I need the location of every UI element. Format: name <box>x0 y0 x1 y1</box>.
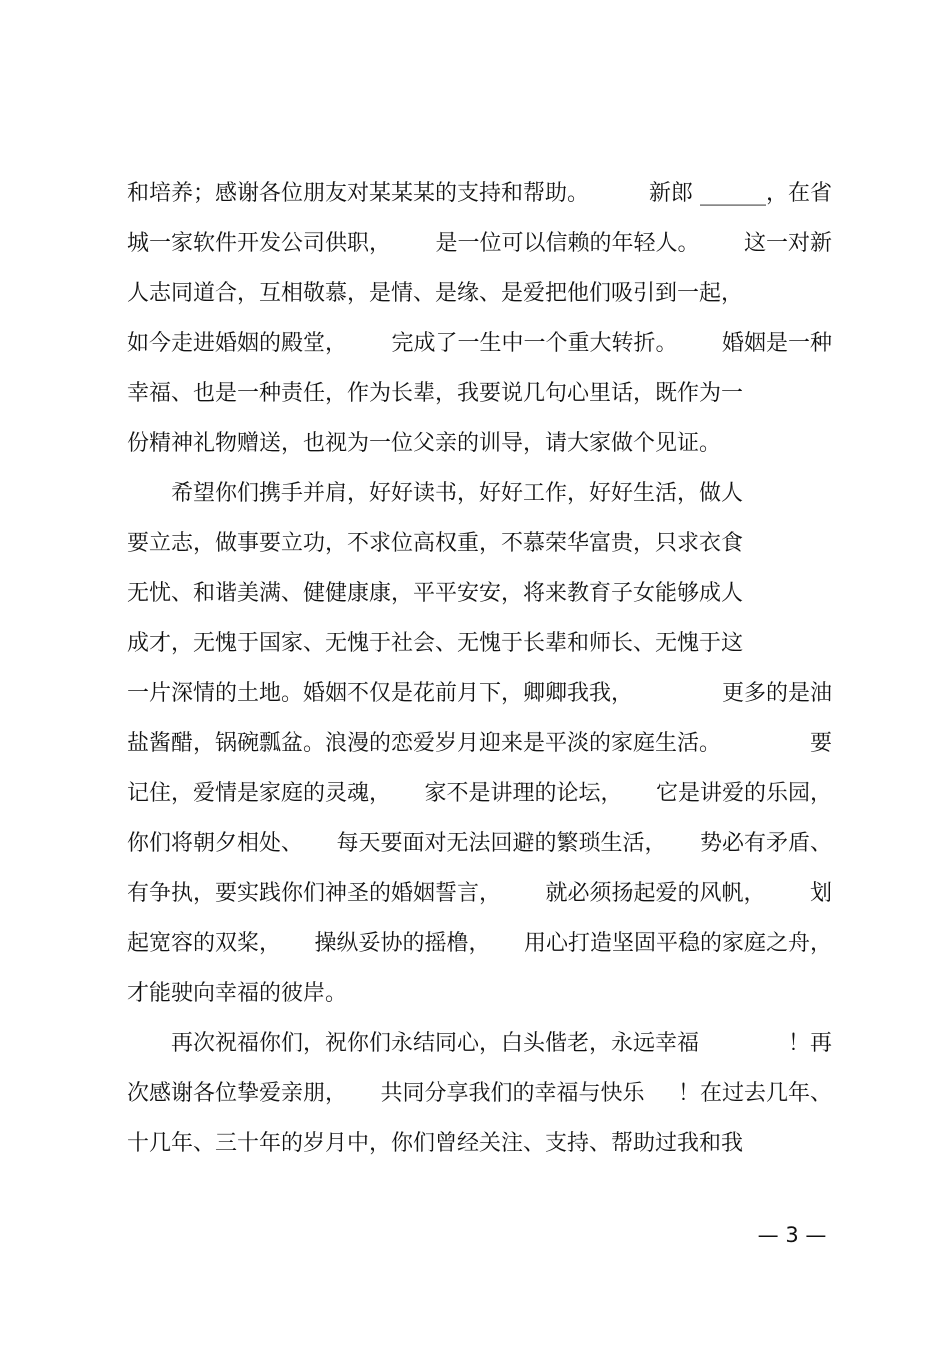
text-segment: 要立志，做事要立功，不求位高权重，不慕荣华富贵，只求衣食 <box>127 531 744 556</box>
text-line <box>127 1079 832 1109</box>
text-segment: 婚姻是一种 <box>721 331 832 356</box>
text-line <box>127 979 832 1009</box>
text-line <box>127 329 832 359</box>
text-segment: 这一对新 <box>743 231 832 256</box>
text-line <box>127 779 832 809</box>
text-segment: 份精神礼物赠送，也视为一位父亲的训导，请大家做个见证。 <box>127 431 722 456</box>
text-line <box>127 279 832 309</box>
text-segment: 盐酱醋，锅碗瓢盆。浪漫的恋爱岁月迎来是平淡的家庭生活。 <box>127 731 722 756</box>
text-segment: 希望你们携手并肩，好好读书，好好工作，好好生活，做人 <box>127 481 744 506</box>
text-segment: 人志同道合，互相敬慕，是情、是缘、是爱把他们吸引到一起， <box>127 281 744 306</box>
text-segment: 十几年、三十年的岁月中，你们曾经关注、支持、帮助过我和我 <box>127 1131 744 1156</box>
text-segment: 操纵妥协的摇橹， <box>314 931 491 956</box>
text-segment: 无忧、和谐美满、健健康康，平平安安，将来教育子女能够成人 <box>127 581 744 606</box>
text-segment: 完成了一生中一个重大转折。 <box>391 331 678 356</box>
text-segment: 城一家软件开发公司供职， <box>127 231 392 256</box>
text-segment: 记住，爱情是家庭的灵魂， <box>127 781 392 806</box>
text-line <box>127 679 832 709</box>
text-segment: 每天要面对无法回避的繁琐生活， <box>336 831 667 856</box>
text-segment: 更多的是油 <box>721 681 832 706</box>
text-segment: 次感谢各位挚爱亲朋， <box>127 1081 348 1106</box>
text-segment: 就必须扬起爱的风帆， <box>545 881 766 906</box>
text-segment: 才能驶向幸福的彼岸。 <box>127 981 348 1006</box>
text-line <box>127 1129 832 1159</box>
text-segment: 势必有矛盾、 <box>699 831 832 856</box>
text-line <box>127 829 832 859</box>
text-segment: 共同分享我们的幸福与快乐 <box>380 1081 645 1106</box>
text-segment: 起宽容的双桨， <box>127 931 282 956</box>
text-segment: 和培养；感谢各位朋友对某某某的支持和帮助。 <box>127 181 590 206</box>
text-line <box>127 529 832 559</box>
text-segment: ！再 <box>787 1031 832 1056</box>
text-segment: 用心打造坚固平稳的家庭之舟， <box>523 931 832 956</box>
text-segment: ！在过去几年、 <box>677 1081 832 1106</box>
text-segment: 再次祝福你们，祝你们永结同心，白头偕老，永远幸福 <box>127 1031 700 1056</box>
text-segment: 如今走进婚姻的殿堂， <box>127 331 348 356</box>
text-segment: 新郎 ______，在省 <box>649 181 832 206</box>
page-number: — 3 — <box>757 1223 827 1247</box>
text-segment: 成才，无愧于国家、无愧于社会、无愧于长辈和师长、无愧于这 <box>127 631 744 656</box>
text-line <box>127 179 832 209</box>
text-segment: 有争执，要实践你们神圣的婚姻誓言， <box>127 881 502 906</box>
text-line <box>127 479 832 509</box>
text-segment: 家不是讲理的论坛， <box>424 781 623 806</box>
text-segment: 是一位可以信赖的年轻人。 <box>435 231 700 256</box>
text-segment: 要 <box>809 731 832 756</box>
text-line <box>127 1029 832 1059</box>
text-line <box>127 879 832 909</box>
text-line <box>127 429 832 459</box>
text-segment: 一片深情的土地。婚姻不仅是花前月下，卿卿我我， <box>127 681 634 706</box>
text-segment: 你们将朝夕相处、 <box>127 831 304 856</box>
text-line <box>127 579 832 609</box>
text-line <box>127 729 832 759</box>
text-line <box>127 929 832 959</box>
text-segment: 它是讲爱的乐园， <box>655 781 832 806</box>
text-segment: 划 <box>809 881 832 906</box>
text-line <box>127 379 832 409</box>
text-segment: 幸福、也是一种责任，作为长辈，我要说几句心里话，既作为一 <box>127 381 744 406</box>
text-line <box>127 629 832 659</box>
text-line <box>127 229 832 259</box>
